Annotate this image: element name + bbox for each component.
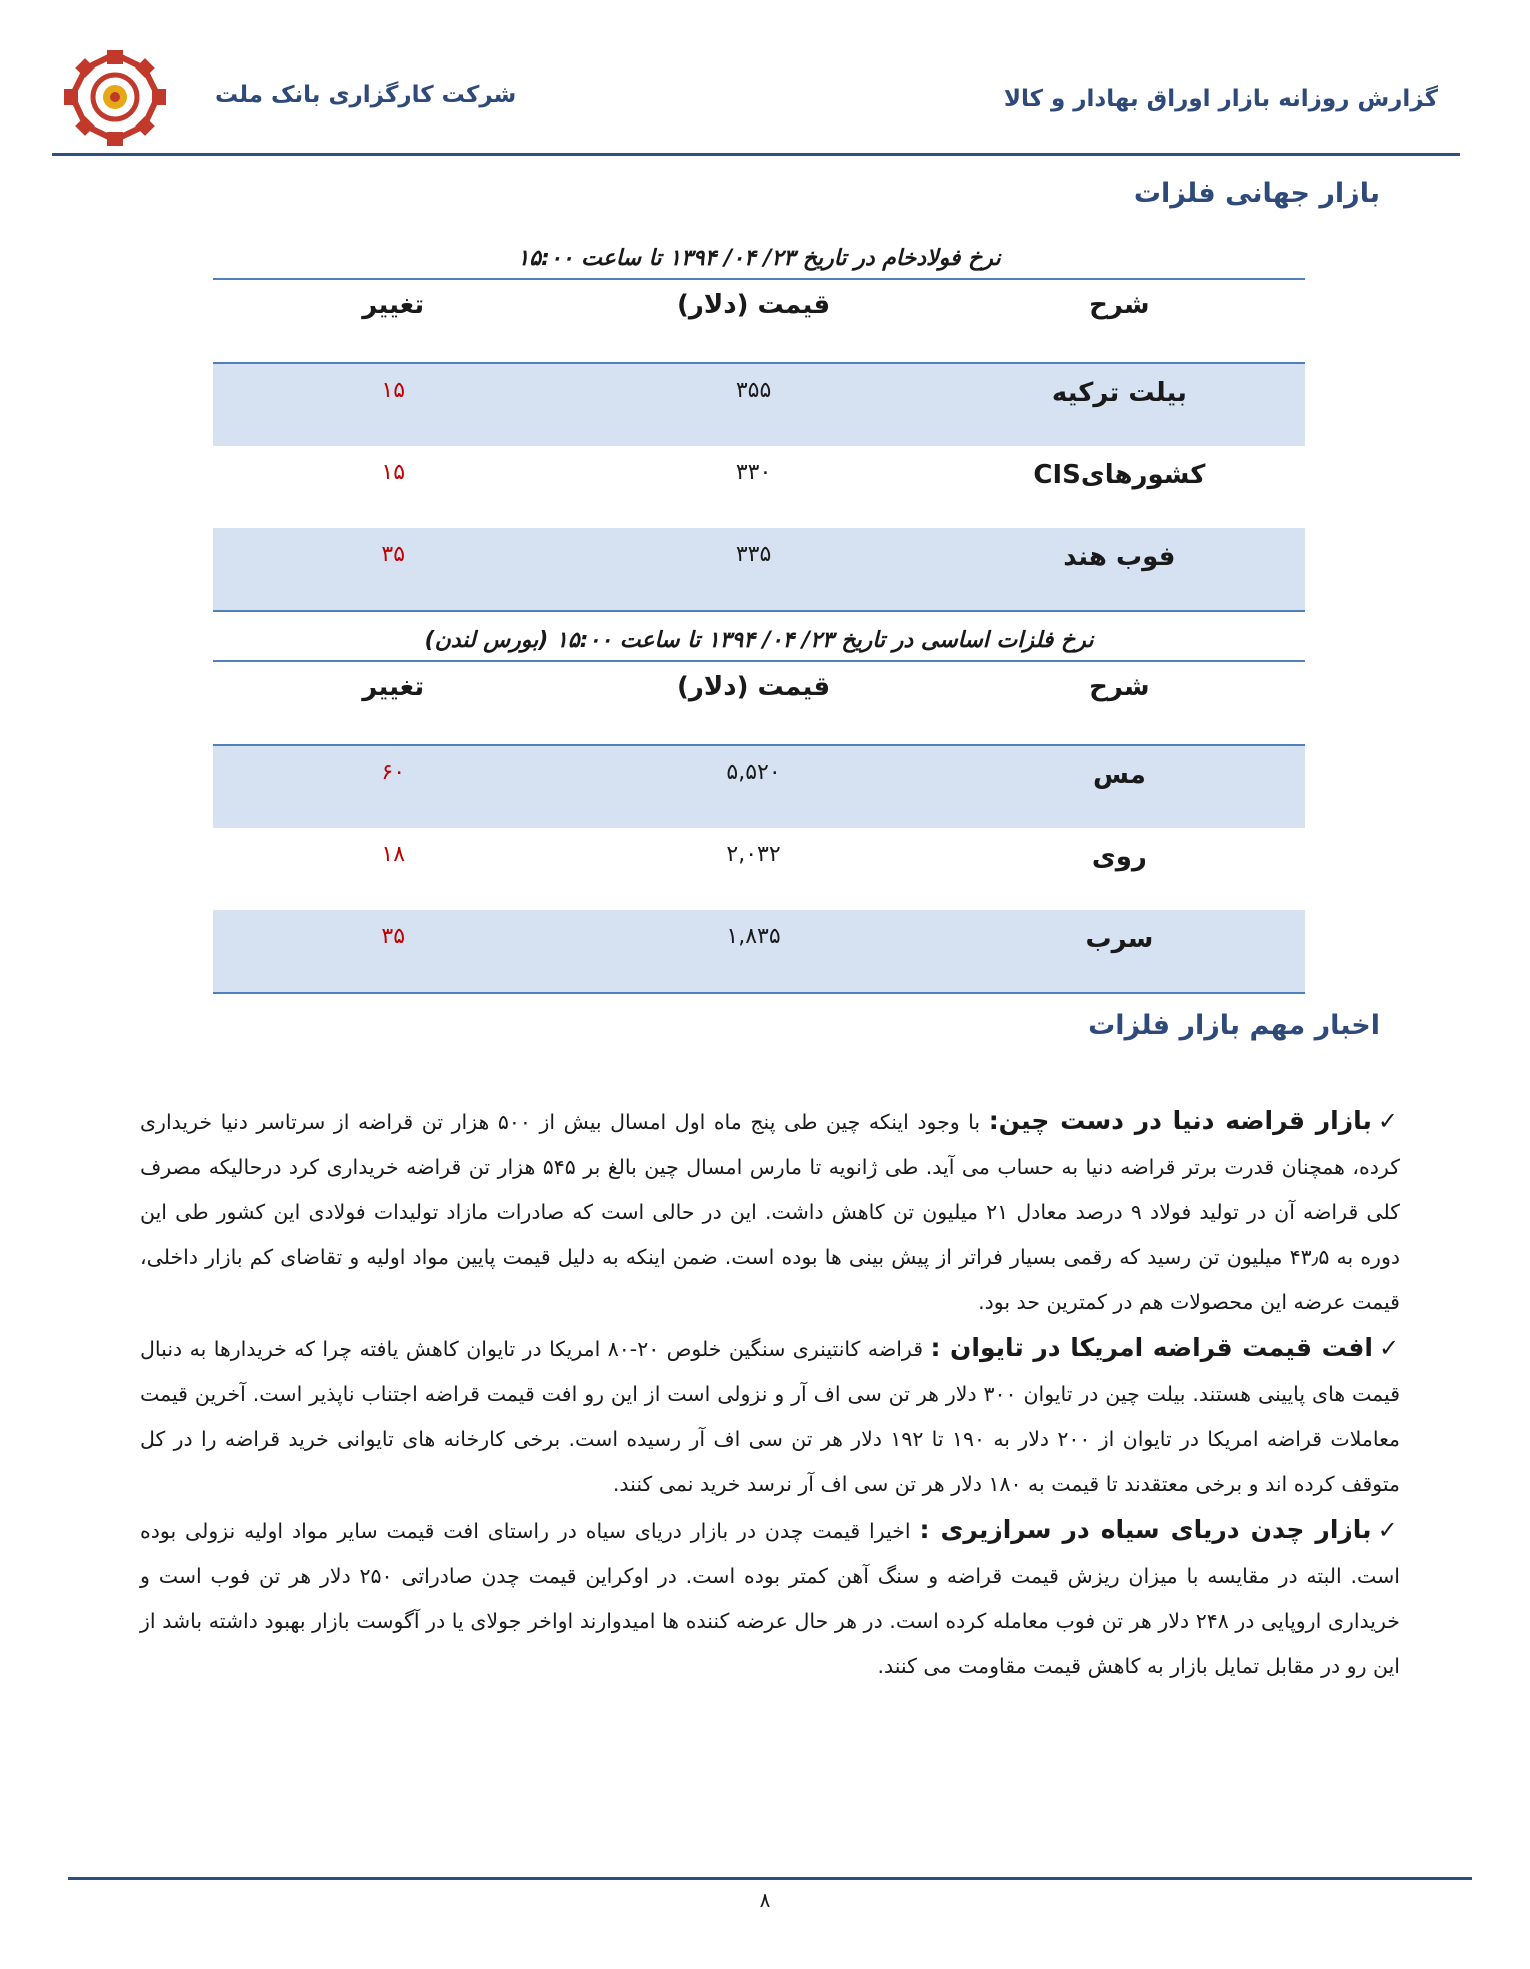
mellat-bank-logo-icon	[60, 48, 170, 158]
news-item	[140, 1098, 1400, 1325]
row-price: ۳۳۵	[735, 542, 772, 567]
table-caption: نرخ فولادخام در تاریخ ۲۳/ ۰۴/ ۱۳۹۴ تا ساعت ۱۵:۰۰	[517, 246, 1001, 271]
table-header-row	[213, 280, 1305, 364]
column-header-price: قیمت (دلار)	[677, 672, 831, 702]
news-lead: بازار چدن دریای سیاه در سرازیری :	[919, 1515, 1372, 1544]
table-body	[213, 660, 1305, 994]
news-text: با وجود اینکه چین طی پنج ماه اول امسال بیش از ۵۰۰ هزار تن قراضه از سرتاسر دنیا خریداری کرده، همچنان قدرت برتر قراضه دنیا به حساب می آید. طی ژانویه تا مارس امسال چین بالغ بر ۵۴۵ هزار تن قراضه خریداری کرد درحالیکه مصرف کلی قراضه آن در تولید فولاد ۹ درصد معادل ۲۱ میلیون تن کاهش داشت. این در حالی است که صادرات مازاد تولیدات فولادی این کشور طی این دوره به ۴۳٫۵ میلیون تن رسید که رقمی بسیار فراتر از پیش بینی ها بوده است. ضمن اینکه به دلیل قیمت پایین مواد اولیه و تقاضای کم بازار داخلی، قیمت عرضه این محصولات هم در کمترین حد بود.	[140, 1110, 1400, 1314]
base-metals-table	[213, 622, 1305, 994]
table-row	[213, 446, 1305, 528]
page-number: ۸	[759, 1888, 771, 1912]
steel-price-table	[213, 240, 1305, 612]
column-header-description: شرح	[1089, 672, 1150, 702]
table-row	[213, 828, 1305, 910]
table-header-row	[213, 662, 1305, 746]
header-divider	[52, 153, 1460, 156]
table-row	[213, 364, 1305, 446]
news-lead: بازار قراضه دنیا در دست چین:	[988, 1106, 1372, 1135]
row-price: ۲,۰۳۲	[726, 842, 781, 867]
row-description: مس	[1092, 760, 1146, 790]
news-item	[140, 1507, 1400, 1689]
column-header-change: تغییر	[362, 290, 425, 320]
page-header	[0, 0, 1530, 160]
row-description: روی	[1091, 842, 1147, 872]
news-item	[140, 1325, 1400, 1507]
news-lead: افت قیمت قراضه امریکا در تایوان :	[930, 1333, 1373, 1362]
section-heading-metals-news: اخبار مهم بازار فلزات	[1088, 1010, 1380, 1041]
checkmark-icon: ✓	[1377, 1107, 1401, 1135]
row-change: ۱۸	[381, 842, 406, 867]
column-header-price: قیمت (دلار)	[677, 290, 831, 320]
row-description: بیلت ترکیه	[1051, 378, 1187, 408]
document-title: گزارش روزانه بازار اوراق بهادار و کالا	[1003, 86, 1438, 112]
row-description: کشورهایCIS	[1033, 460, 1206, 490]
row-description: فوب هند	[1063, 542, 1176, 572]
checkmark-icon: ✓	[1377, 1516, 1400, 1544]
row-price: ۳۳۰	[735, 460, 772, 485]
row-change: ۱۵	[381, 378, 406, 403]
row-change: ۱۵	[381, 460, 406, 485]
news-list	[140, 1098, 1400, 1689]
table-caption: نرخ فلزات اساسی در تاریخ ۲۳/ ۰۴/ ۱۳۹۴ تا ساعت ۱۵:۰۰ (بورس لندن)	[424, 628, 1094, 653]
row-price: ۱,۸۳۵	[726, 924, 781, 949]
row-change: ۶۰	[381, 760, 406, 785]
row-change: ۳۵	[381, 542, 406, 567]
row-description: سرب	[1085, 924, 1154, 954]
checkmark-icon: ✓	[1378, 1334, 1400, 1362]
news-text: اخیرا قیمت چدن در بازار دریای سیاه در راستای افت قیمت سایر مواد اولیه نزولی بوده است. البته در مقایسه با میزان ریزش قیمت قراضه و سنگ آهن کمتر بوده است. در اوکراین قیمت چدن صادراتی ۲۵۰ دلار هر تن فوب است و خریداری اروپایی در ۲۴۸ دلار هر تن فوب معامله کرده است. در هر حال عرضه کننده ها امیدوارند اواخر جولای یا در آگوست بازار بهبود داشته باشد از این رو در مقابل تمایل بازار به کاهش قیمت مقاومت می کنند.	[140, 1519, 1401, 1678]
table-row	[213, 746, 1305, 828]
row-price: ۳۵۵	[735, 378, 772, 403]
news-text: قراضه کانتینری سنگین خلوص ۲۰-۸۰ امریکا در تایوان کاهش یافته چرا که خریدارها به دنبال قیمت های پایینی هستند. بیلت چین در تایوان ۳۰۰ دلار هر تن سی اف آر و نزولی است از این رو افت قیمت قراضه اجتناب ناپذیر است. آخرین قیمت معاملات قراضه امریکا در تایوان از ۲۰۰ دلار به ۱۹۰ تا ۱۹۲ دلار هر تن سی اف آر رسیده است. برخی کارخانه های تایوانی خرید قراضه را در کل متوقف کرده اند و برخی معتقدند تا قیمت به ۱۸۰ دلار هر تن سی اف آر نرسد خرید نمی کنند.	[140, 1337, 1401, 1496]
column-header-change: تغییر	[362, 672, 425, 702]
column-header-description: شرح	[1089, 290, 1150, 320]
row-change: ۳۵	[381, 924, 406, 949]
company-name: شرکت کارگزاری بانک ملت	[215, 82, 517, 108]
table-row	[213, 528, 1305, 610]
section-heading-global-metals: بازار جهانی فلزات	[1133, 178, 1380, 209]
row-price: ۵,۵۲۰	[726, 760, 781, 785]
table-row	[213, 910, 1305, 992]
footer-divider	[68, 1877, 1472, 1880]
table-body	[213, 278, 1305, 612]
